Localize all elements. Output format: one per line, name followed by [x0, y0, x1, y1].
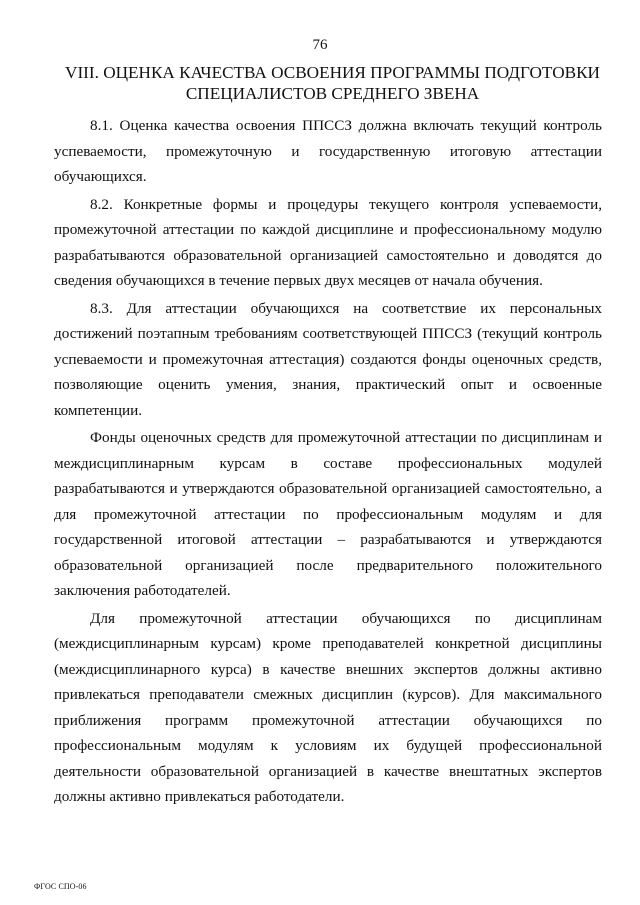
paragraph-8-3: 8.3. Для аттестации обучающихся на соответствие их персональных достижений поэтапным требованиям соответствующей ППССЗ (текущий контроль успеваемости и промежуточная аттестация) создаются фонды оценочных средств, позволяющие оценить умения, знания, практический опыт и освоенные компетенции.: [54, 299, 602, 419]
section-heading-line: VIII. ОЦЕНКА КАЧЕСТВА ОСВОЕНИЯ ПРОГРАММЫ ПОДГОТОВКИ: [65, 63, 600, 82]
page-number: 76: [312, 37, 328, 53]
section-heading-line: СПЕЦИАЛИСТОВ СРЕДНЕГО ЗВЕНА: [185, 84, 480, 103]
section-heading: [60, 62, 605, 104]
paragraph-external-experts: Для промежуточной аттестации обучающихся по дисциплинам (междисциплинарным курсам) кроме преподавателей конкретной дисциплины (междисциплинарного курса) в качестве внешних экспертов должны активно привлекаться преподаватели смежных дисциплин (курсов). Для максимального приближения программ промежуточной аттестации обучающихся по профессиональным модулям к условиям их будущей профессиональной деятельности образовательной организацией в качестве внештатных экспертов должны активно привлекаться работодатели.: [54, 609, 602, 805]
paragraph-8-1: 8.1. Оценка качества освоения ППССЗ должна включать текущий контроль успеваемости, промежуточную и государственную итоговую аттестации обучающихся.: [54, 117, 602, 185]
footer-standard-mark: ФГОС СПО-06: [34, 882, 87, 891]
paragraph-8-2: 8.2. Конкретные формы и процедуры текущего контроля успеваемости, промежуточной аттестации по каждой дисциплине и профессиональному модулю разрабатываются образовательной организацией самостоятельно и доводятся до сведения обучающихся в течение первых двух месяцев от начала обучения.: [54, 195, 602, 289]
body-text: [54, 113, 602, 810]
paragraph-assessment-funds: Фонды оценочных средств для промежуточной аттестации по дисциплинам и междисциплинарным курсам в составе профессиональных модулей разрабатываются и утверждаются образовательной организацией самостоятельно, а для промежуточной аттестации по профессиональным модулям и для государственной итоговой аттестации – разрабатываются и утверждаются образовательной организацией после предварительного положительного заключения работодателей.: [54, 429, 602, 599]
